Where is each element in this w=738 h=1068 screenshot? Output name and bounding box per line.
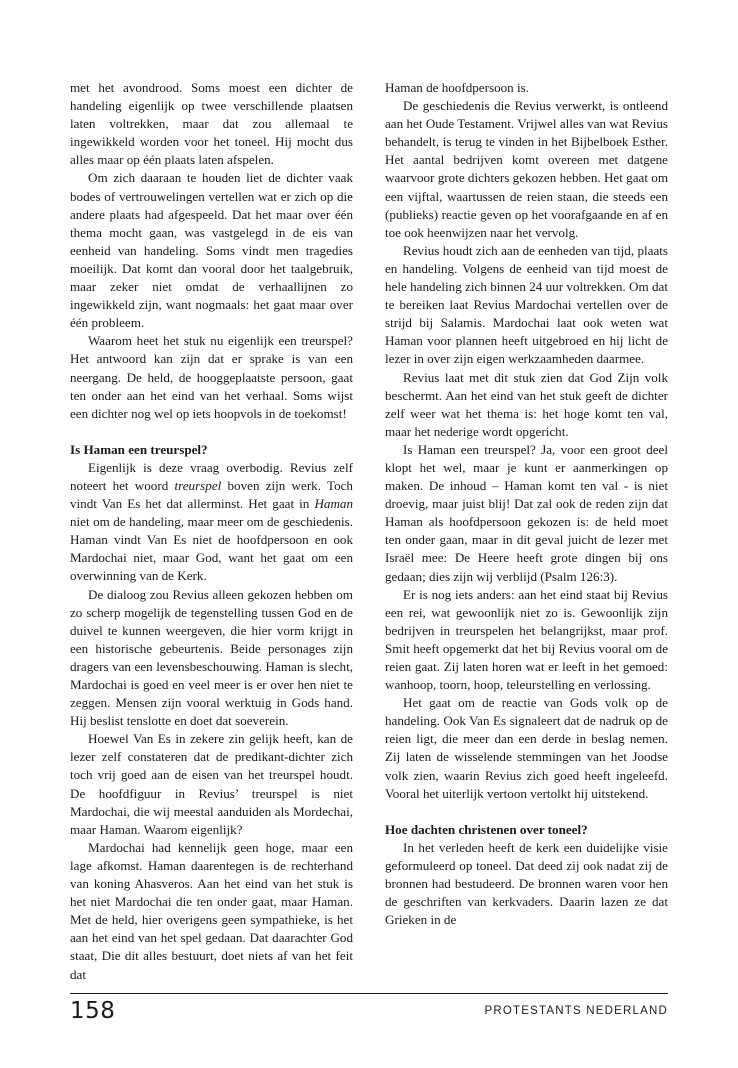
paragraph: De dialoog zou Revius alleen gekozen hebben om zo scherp mogelijk de tegenstelling tussen God en de duivel te kunnen weergeven, die hier vorm krijgt in een historische gebeurtenis. Beide personages zijn dragers van een levensbeschouwing. Haman is slecht, Mardochai is goed en veel meer is er over hen niet te zeggen. Mensen zijn vooral werktuig in Gods hand. Hij beslist tenslotte en doet dat soeverein.: [70, 586, 353, 729]
magazine-name: PROTESTANTS NEDERLAND: [484, 1005, 668, 1017]
paragraph: In het verleden heeft de kerk een duidelijke visie geformuleerd op toneel. Dat deed zij ook nadat zij de bronnen had bestudeerd. De bronnen waren voor hen de geschriften van kerkvaders. Daarin lazen ze dat Grieken in de: [385, 839, 668, 928]
section-heading: Is Haman een treurspel?: [70, 441, 208, 457]
paragraph: Is Haman een treurspel? Ja, voor een groot deel klopt het wel, maar je kunt er aanmerkingen op maken. De inhoud – Haman komt ten val - is niet droevig, maar juist blij! Dat zal ook de reden zijn dat Haman als hoofdpersoon gekozen is: de held moet ten onder gaan, maar in dit geval juicht de lezer met Israël mee: De Heere heeft grote dingen bij ons gedaan; dies zijn wij verblijd (Psalm 126:3).: [385, 441, 668, 584]
paragraph: Mardochai had kennelijk geen hoge, maar een lage afkomst. Haman daarentegen is de rechterhand van koning Ahasveros. Aan het eind van het stuk is het niet Mardochai die ten onder gaat, maar Haman. Met de held, hier overigens geen sympathieke, is het aan het eind van het spel gedaan. Dat daarachter God staat, Die dit alles bestuurt, doet niets af van het feit dat: [70, 839, 353, 982]
paragraph: De geschiedenis die Revius verwerkt, is ontleend aan het Oude Testament. Vrijwel alles van wat Revius behandelt, is terug te vinden in het Bijbelboek Esther. Het aantal bedrijven komt overeen met datgene waarvoor grote dichters gekozen hebben. Het gaat om een vijftal, waartussen de reien staan, die steeds een (publieks) reactie geven op het voorafgaande en af en toe ook heenwijzen naar het vervolg.: [385, 98, 668, 240]
paragraph: Revius laat met dit stuk zien dat God Zijn volk beschermt. Aan het eind van het stuk geeft de dichter zelf weer wat het thema is: het hoge komt ten val, maar het nederige wordt opgericht.: [385, 369, 668, 439]
paragraph: Hoewel Van Es in zekere zin gelijk heeft, kan de lezer zelf constateren dat de predikant-dichter zich toch vrij goed aan de eisen van het treurspel houdt. De hoofdfiguur in Revius’ treurspel is niet Mardochai, die wij meestal aanduiden als Mordechai, maar Haman. Waarom eigenlijk?: [70, 731, 353, 837]
paragraph: Waarom heet het stuk nu eigenlijk een treurspel? Het antwoord kan zijn dat er sprake is van een neergang. De held, de hooggeplaatste persoon, gaat ten onder aan het eind van het verhaal. Soms wijst een dichter nog wel op iets hoopvols in de toekomst!: [70, 333, 353, 421]
page-number: 158: [70, 998, 116, 1024]
text-run: Eigenlijk is deze vraag overbodig. Revius zelf noteert het woord: [70, 459, 353, 493]
paragraph: Haman de hoofdpersoon is.: [385, 80, 529, 95]
paragraph: Revius houdt zich aan de eenheden van tijd, plaats en handeling. Volgens de eenheid van tijd moest de hele handeling zich binnen 24 uur voltrekken. Om dat te bereiken laat Revius Mardochai vertellen over de strijd bij Salamis. Mardochai laat ook weten wat Haman voor plannen heeft uitgebroed en hij licht de lezer in over zijn eigen werkzaamheden daarmee.: [385, 242, 668, 367]
paragraph: Om zich daaraan te houden liet de dichter vaak bodes of vertrouwelingen vertellen wat er zich op die andere plaats had afgespeeld. Dat het maar over één thema mocht gaan, was vastgelegd in de eis van eenheid van handeling. Soms vindt men tragedies moeilijk. Dat komt dan vooral door het taalgebruik, maar zeker niet omdat de verhaallijnen zo ingewikkeld zijn, want nogmaals: het gaat maar over één probleem.: [70, 170, 353, 331]
paragraph: [70, 459, 353, 586]
right-column: [385, 79, 668, 929]
text-run: niet om de handeling, maar meer om de geschiedenis. Haman vindt Van Es niet de hoofdpersoon en ook Mardochai niet, maar God, want het gaat om een overwinning van de Kerk.: [70, 514, 353, 584]
emphasis: treurspel: [174, 477, 222, 493]
paragraph: Er is nog iets anders: aan het eind staat bij Revius een rei, wat gewoonlijk niet zo is. Gewoonlijk zijn bedrijven in treurspelen het belangrijkst, maar prof. Smit heeft opgemerkt dat het bij Revius vooral om de reien gaat. Zij laten horen wat er leeft in het gemoed: wanhoop, toorn, hoop, teleurstelling en verlossing.: [385, 586, 668, 693]
section-heading: Hoe dachten christenen over toneel?: [385, 821, 588, 837]
paragraph: met het avondrood. Soms moest een dichter de handeling eigenlijk op twee verschillende plaatsen laten voltrekken, maar dat zou allemaal te ingewikkeld worden voor het toneel. Hij mocht dus alles maar op één plaats laten afspelen.: [70, 80, 353, 168]
text-run: boven zijn werk. Toch vindt Van Es het dat allerminst. Het gaat in: [70, 477, 353, 512]
paragraph: Het gaat om de reactie van Gods volk op de handeling. Ook Van Es signaleert dat de nadruk op de reien ligt, die meer dan een derde in beslag nemen. Zij laten de wisselende stemmingen van het Joodse volk zien, waarin Revius zich goed heeft ingeleefd. Vooral het uiterlijk vertoon vertolkt hij uitstekend.: [385, 695, 668, 801]
left-column: [70, 79, 353, 984]
footer-rule: [70, 993, 668, 994]
emphasis: Haman: [314, 496, 353, 512]
